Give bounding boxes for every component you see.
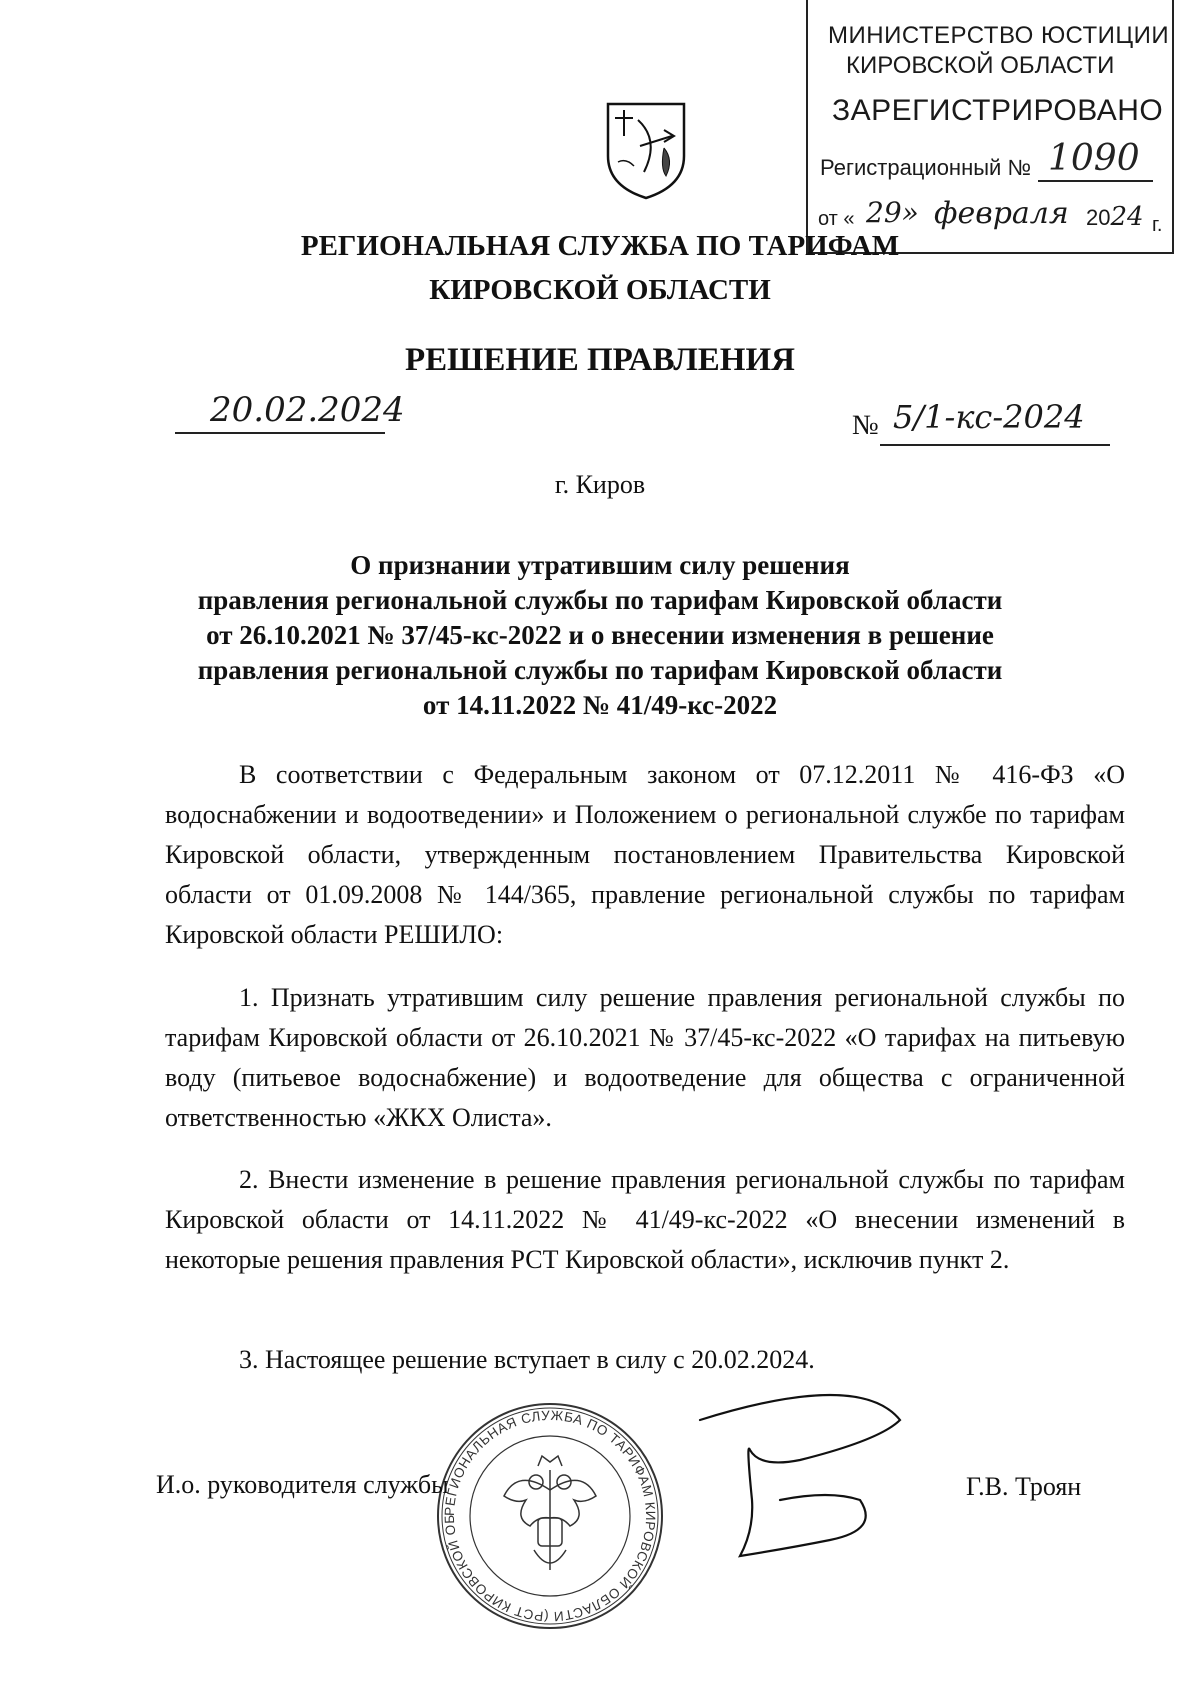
- item-2-paragraph: 2. Внести изменение в решение правления региональной службы по тарифам Кировской области от 14.11.2022 № 41/49-кс-2022 «О внесении изменений в некоторые решения правления РСТ Кировской области», исключив пункт 2.: [165, 1165, 1125, 1274]
- document-title: [0, 548, 1200, 723]
- stamp-date-month: февраля: [934, 196, 1069, 231]
- stamp-date-prefix: от «: [818, 208, 855, 230]
- document-type: РЕШЕНИЕ ПРАВЛЕНИЯ: [405, 342, 795, 378]
- seal-ring-text: РЕГИОНАЛЬНАЯ СЛУЖБА ПО ТАРИФАМ КИРОВСКОЙ ОБЛАСТИ (РСТ КИРОВСКОЙ ОБ: [441, 1407, 659, 1625]
- item-3-paragraph: 3. Настоящее решение вступает в силу с 20.02.2024.: [239, 1345, 815, 1374]
- stamp-date-day: [866, 196, 919, 229]
- stamp-number-underline: [1038, 180, 1153, 182]
- coat-of-arms-icon: [604, 100, 688, 202]
- stamp-day-value: 29: [866, 196, 902, 229]
- stamp-year-suffix: 24: [1110, 202, 1144, 232]
- item-1-paragraph: 1. Признать утратившим силу решение правления региональной службы по тарифам Кировской области от 26.10.2021 № 37/45-кс-2022 «О тарифах на питьевую воду (питьевое водоснабжение) и водоотведение для общества с ограниченной ответственностью «ЖКХ Олиста».: [165, 983, 1125, 1132]
- decision-date: 20.02.2024: [210, 390, 405, 430]
- signatory-position: И.о. руководителя службы: [156, 1470, 449, 1499]
- stamp-date-year: [1086, 202, 1144, 232]
- stamp-ministry: МИНИСТЕРСТВО ЮСТИЦИИ: [828, 22, 1170, 49]
- stamp-number-value: 1090: [1048, 138, 1140, 179]
- signatory-name: Г.В. Троян: [966, 1472, 1082, 1501]
- city: г. Киров: [554, 470, 646, 499]
- number-sign: №: [852, 410, 879, 441]
- decision-date-underline: [175, 432, 385, 434]
- decision-number: 5/1-кс-2024: [893, 398, 1085, 436]
- official-seal: [434, 1400, 666, 1632]
- org-name-line1: РЕГИОНАЛЬНАЯ СЛУЖБА ПО ТАРИФАМ: [300, 230, 900, 262]
- handwritten-signature: [680, 1380, 920, 1570]
- stamp-region: КИРОВСКОЙ ОБЛАСТИ: [846, 52, 1115, 79]
- decision-number-underline: [880, 444, 1110, 446]
- stamp-year-prefix: 20: [1086, 205, 1111, 230]
- stamp-status: ЗАРЕГИСТРИРОВАНО: [832, 94, 1164, 127]
- stamp-day-close: »: [901, 196, 919, 229]
- registration-stamp: [806, 0, 1174, 254]
- title-line-4: правления региональной службы по тарифам Кировской области: [197, 655, 1003, 685]
- double-headed-eagle-icon: [504, 1456, 596, 1570]
- stamp-year-end: г.: [1152, 214, 1163, 236]
- title-line-2: правления региональной службы по тарифам Кировской области: [197, 585, 1003, 615]
- title-line-3: от 26.10.2021 № 37/45-кс-2022 и о внесении изменения в решение: [206, 620, 994, 650]
- title-line-1: О признании утратившим силу решения: [350, 550, 850, 580]
- title-line-5: от 14.11.2022 № 41/49-кс-2022: [422, 690, 778, 720]
- stamp-number-label: Регистрационный №: [820, 155, 1032, 180]
- org-name-line2: КИРОВСКОЙ ОБЛАСТИ: [429, 274, 771, 306]
- intro-paragraph: В соответствии с Федеральным законом от 07.12.2011 № 416-ФЗ «О водоснабжении и водоотведении» и Положением о региональной службе по тарифам Кировской области, утвержденным постановлением Правительства Кировской области от 01.09.2008 № 144/365, правление региональной службы по тарифам Кировской области РЕШИЛО:: [165, 760, 1125, 949]
